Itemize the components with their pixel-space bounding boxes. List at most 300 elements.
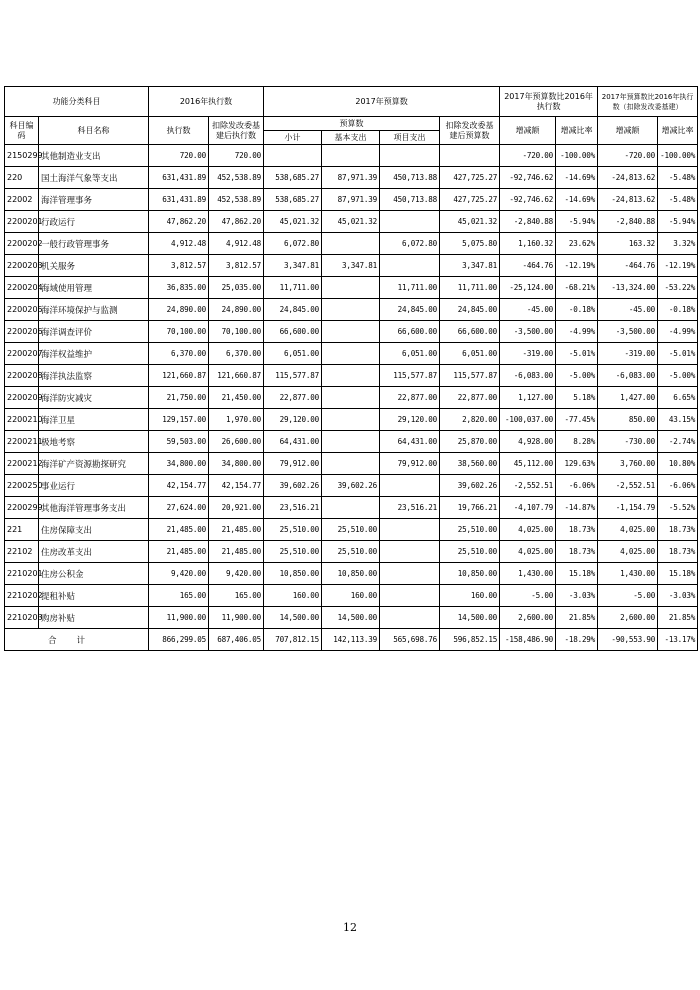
cell-code: 2200299	[5, 497, 39, 519]
table-row	[5, 255, 698, 277]
cell-name: 其他海洋管理事务支出	[39, 497, 149, 519]
cell-rate-2: 6.65%	[658, 387, 698, 409]
cell-change-2: -730.00	[598, 431, 658, 453]
cell-code: 2200204	[5, 277, 39, 299]
table-row	[5, 585, 698, 607]
cell-project: 64,431.00	[380, 431, 440, 453]
cell-code: 2210202	[5, 585, 39, 607]
header-change-rate: 增减比率	[556, 117, 598, 145]
cell-name: 极地考察	[39, 431, 149, 453]
cell-budget-adj: 5,075.80	[440, 233, 500, 255]
cell-change: 45,112.00	[500, 453, 556, 475]
cell-change: 4,025.00	[500, 519, 556, 541]
cell-exec: 3,812.57	[149, 255, 209, 277]
cell-project: 450,713.88	[380, 167, 440, 189]
cell-project	[380, 475, 440, 497]
cell-change-2: -45.00	[598, 299, 658, 321]
table-row	[5, 453, 698, 475]
cell-exec-adj: 1,970.00	[209, 409, 264, 431]
cell-name: 海洋防灾减灾	[39, 387, 149, 409]
cell-subtotal: 24,845.00	[264, 299, 322, 321]
total-exec-adj: 687,406.05	[209, 629, 264, 651]
cell-code: 2200202	[5, 233, 39, 255]
cell-project	[380, 519, 440, 541]
cell-code: 22102	[5, 541, 39, 563]
cell-budget-adj	[440, 145, 500, 167]
cell-exec: 6,370.00	[149, 343, 209, 365]
cell-code: 2210201	[5, 563, 39, 585]
cell-change-2: -2,840.88	[598, 211, 658, 233]
cell-change: -464.76	[500, 255, 556, 277]
cell-project: 6,051.00	[380, 343, 440, 365]
cell-change: -100,037.00	[500, 409, 556, 431]
cell-rate-2: 3.32%	[658, 233, 698, 255]
table-row	[5, 607, 698, 629]
cell-change-2: 1,427.00	[598, 387, 658, 409]
table-row	[5, 387, 698, 409]
cell-basic	[322, 387, 380, 409]
cell-basic	[322, 277, 380, 299]
cell-change: -92,746.62	[500, 167, 556, 189]
cell-exec: 47,862.20	[149, 211, 209, 233]
cell-exec-adj: 26,600.00	[209, 431, 264, 453]
cell-budget-adj: 115,577.87	[440, 365, 500, 387]
cell-rate-2: -12.19%	[658, 255, 698, 277]
cell-budget-adj: 66,600.00	[440, 321, 500, 343]
cell-rate-2: 10.80%	[658, 453, 698, 475]
cell-subtotal: 39,602.26	[264, 475, 322, 497]
cell-basic: 10,850.00	[322, 563, 380, 585]
cell-rate: 18.73%	[556, 541, 598, 563]
cell-exec-adj: 6,370.00	[209, 343, 264, 365]
cell-change-2: 4,025.00	[598, 541, 658, 563]
cell-budget-adj: 11,711.00	[440, 277, 500, 299]
cell-budget-adj: 427,725.27	[440, 167, 500, 189]
table-row	[5, 189, 698, 211]
cell-basic: 87,971.39	[322, 189, 380, 211]
cell-change: -2,840.88	[500, 211, 556, 233]
cell-subtotal: 11,711.00	[264, 277, 322, 299]
cell-rate: -12.19%	[556, 255, 598, 277]
cell-code: 2200212	[5, 453, 39, 475]
cell-rate: 8.28%	[556, 431, 598, 453]
cell-name: 海洋调查评价	[39, 321, 149, 343]
table-row	[5, 211, 698, 233]
cell-name: 行政运行	[39, 211, 149, 233]
cell-exec: 21,485.00	[149, 541, 209, 563]
cell-subtotal: 22,877.00	[264, 387, 322, 409]
cell-rate: -14.69%	[556, 167, 598, 189]
cell-basic	[322, 321, 380, 343]
cell-subtotal: 10,850.00	[264, 563, 322, 585]
cell-exec: 34,800.00	[149, 453, 209, 475]
cell-rate: 21.85%	[556, 607, 598, 629]
cell-budget-adj: 25,870.00	[440, 431, 500, 453]
cell-subtotal: 14,500.00	[264, 607, 322, 629]
cell-project: 66,600.00	[380, 321, 440, 343]
cell-project	[380, 607, 440, 629]
cell-rate: -6.06%	[556, 475, 598, 497]
cell-exec-adj: 21,485.00	[209, 519, 264, 541]
cell-change-2: -1,154.79	[598, 497, 658, 519]
cell-change-2: -2,552.51	[598, 475, 658, 497]
cell-change-2: -319.00	[598, 343, 658, 365]
total-project: 565,698.76	[380, 629, 440, 651]
total-rate-2: -13.17%	[658, 629, 698, 651]
cell-exec-adj: 21,450.00	[209, 387, 264, 409]
cell-change: 2,600.00	[500, 607, 556, 629]
cell-project: 11,711.00	[380, 277, 440, 299]
cell-exec-adj: 121,660.87	[209, 365, 264, 387]
cell-change: -4,107.79	[500, 497, 556, 519]
cell-rate: -14.87%	[556, 497, 598, 519]
cell-code: 2200205	[5, 299, 39, 321]
cell-subtotal: 115,577.87	[264, 365, 322, 387]
cell-change-2: 3,760.00	[598, 453, 658, 475]
cell-code: 2200206	[5, 321, 39, 343]
cell-exec: 21,485.00	[149, 519, 209, 541]
cell-rate-2: -5.01%	[658, 343, 698, 365]
cell-rate-2: -5.52%	[658, 497, 698, 519]
cell-exec: 21,750.00	[149, 387, 209, 409]
cell-project	[380, 211, 440, 233]
cell-rate-2: -5.48%	[658, 189, 698, 211]
cell-name: 海洋卫星	[39, 409, 149, 431]
cell-budget-adj: 10,850.00	[440, 563, 500, 585]
cell-exec-adj: 720.00	[209, 145, 264, 167]
cell-basic: 87,971.39	[322, 167, 380, 189]
cell-code: 2200203	[5, 255, 39, 277]
total-subtotal: 707,812.15	[264, 629, 322, 651]
cell-name: 一般行政管理事务	[39, 233, 149, 255]
cell-exec: 42,154.77	[149, 475, 209, 497]
table-row	[5, 299, 698, 321]
cell-budget-adj: 38,560.00	[440, 453, 500, 475]
cell-project: 115,577.87	[380, 365, 440, 387]
cell-change-2: -13,324.00	[598, 277, 658, 299]
cell-rate-2: -5.94%	[658, 211, 698, 233]
cell-code: 22002	[5, 189, 39, 211]
header-row-2	[5, 117, 698, 131]
cell-exec: 121,660.87	[149, 365, 209, 387]
cell-name: 机关服务	[39, 255, 149, 277]
cell-project: 23,516.21	[380, 497, 440, 519]
table-row	[5, 409, 698, 431]
cell-budget-adj: 2,820.00	[440, 409, 500, 431]
cell-exec-adj: 34,800.00	[209, 453, 264, 475]
cell-rate: -4.99%	[556, 321, 598, 343]
cell-exec-adj: 70,100.00	[209, 321, 264, 343]
header-change-amt-2: 增减额	[598, 117, 658, 145]
cell-exec-adj: 9,420.00	[209, 563, 264, 585]
table-row	[5, 277, 698, 299]
cell-rate-2: -5.48%	[658, 167, 698, 189]
cell-code: 220	[5, 167, 39, 189]
table-row	[5, 541, 698, 563]
cell-budget-adj: 14,500.00	[440, 607, 500, 629]
cell-rate: -5.94%	[556, 211, 598, 233]
cell-exec-adj: 4,912.48	[209, 233, 264, 255]
cell-subtotal: 64,431.00	[264, 431, 322, 453]
cell-name: 事业运行	[39, 475, 149, 497]
cell-exec-adj: 20,921.00	[209, 497, 264, 519]
cell-change: -3,500.00	[500, 321, 556, 343]
cell-rate: 129.63%	[556, 453, 598, 475]
cell-change: 4,025.00	[500, 541, 556, 563]
cell-exec-adj: 42,154.77	[209, 475, 264, 497]
cell-rate: 15.18%	[556, 563, 598, 585]
cell-exec: 129,157.00	[149, 409, 209, 431]
cell-change: -45.00	[500, 299, 556, 321]
cell-name: 海域使用管理	[39, 277, 149, 299]
cell-project	[380, 541, 440, 563]
cell-code: 2200208	[5, 365, 39, 387]
cell-change-2: 4,025.00	[598, 519, 658, 541]
cell-exec: 36,835.00	[149, 277, 209, 299]
header-basic-exp: 基本支出	[322, 131, 380, 145]
total-exec: 866,299.05	[149, 629, 209, 651]
cell-subtotal: 23,516.21	[264, 497, 322, 519]
cell-change: -25,124.00	[500, 277, 556, 299]
cell-subtotal	[264, 145, 322, 167]
cell-budget-adj: 22,877.00	[440, 387, 500, 409]
cell-budget-adj: 25,510.00	[440, 519, 500, 541]
budget-table	[4, 86, 698, 651]
cell-project: 6,072.80	[380, 233, 440, 255]
cell-project	[380, 563, 440, 585]
total-change-2: -90,553.90	[598, 629, 658, 651]
cell-change-2: 2,600.00	[598, 607, 658, 629]
cell-basic	[322, 233, 380, 255]
cell-name: 国土海洋气象等支出	[39, 167, 149, 189]
cell-exec: 9,420.00	[149, 563, 209, 585]
table-row	[5, 431, 698, 453]
cell-budget-adj: 45,021.32	[440, 211, 500, 233]
table-row	[5, 233, 698, 255]
header-change-amt: 增减额	[500, 117, 556, 145]
cell-budget-adj: 24,845.00	[440, 299, 500, 321]
cell-subtotal: 25,510.00	[264, 519, 322, 541]
cell-change-2: 163.32	[598, 233, 658, 255]
cell-change-2: -24,813.62	[598, 167, 658, 189]
total-label: 合计	[5, 629, 149, 651]
cell-budget-adj: 19,766.21	[440, 497, 500, 519]
cell-subtotal: 25,510.00	[264, 541, 322, 563]
cell-change-2: -5.00	[598, 585, 658, 607]
cell-code: 2200210	[5, 409, 39, 431]
cell-project: 450,713.88	[380, 189, 440, 211]
cell-change: -319.00	[500, 343, 556, 365]
cell-budget-adj: 427,725.27	[440, 189, 500, 211]
cell-basic	[322, 299, 380, 321]
cell-subtotal: 6,072.80	[264, 233, 322, 255]
cell-project: 22,877.00	[380, 387, 440, 409]
cell-code: 221	[5, 519, 39, 541]
header-row-1	[5, 87, 698, 117]
cell-rate: -3.03%	[556, 585, 598, 607]
cell-change: -6,083.00	[500, 365, 556, 387]
cell-exec: 165.00	[149, 585, 209, 607]
header-exec-adj: 扣除发改委基建后执行数	[209, 117, 264, 145]
cell-name: 海洋矿产资源勘探研究	[39, 453, 149, 475]
cell-rate-2: 18.73%	[658, 541, 698, 563]
cell-rate: -68.21%	[556, 277, 598, 299]
cell-code: 2210203	[5, 607, 39, 629]
header-cmp-2016: 2017年预算数比2016年执行数	[500, 87, 598, 117]
cell-exec: 70,100.00	[149, 321, 209, 343]
table-row	[5, 145, 698, 167]
cell-exec-adj: 452,538.89	[209, 167, 264, 189]
cell-subtotal: 66,600.00	[264, 321, 322, 343]
cell-exec-adj: 452,538.89	[209, 189, 264, 211]
cell-name: 海洋管理事务	[39, 189, 149, 211]
cell-project	[380, 145, 440, 167]
total-rate: -18.29%	[556, 629, 598, 651]
table-row	[5, 563, 698, 585]
cell-basic	[322, 409, 380, 431]
cell-basic	[322, 497, 380, 519]
cell-rate-2: -53.22%	[658, 277, 698, 299]
cell-project	[380, 585, 440, 607]
cell-project	[380, 255, 440, 277]
cell-rate: -5.01%	[556, 343, 598, 365]
table-row	[5, 497, 698, 519]
header-func-category: 功能分类科目	[5, 87, 149, 117]
total-change: -158,486.90	[500, 629, 556, 651]
cell-name: 住房改革支出	[39, 541, 149, 563]
page-number: 12	[343, 921, 357, 934]
cell-rate: -100.00%	[556, 145, 598, 167]
cell-basic: 39,602.26	[322, 475, 380, 497]
cell-subtotal: 160.00	[264, 585, 322, 607]
table-row	[5, 365, 698, 387]
cell-exec: 11,900.00	[149, 607, 209, 629]
cell-rate-2: -100.00%	[658, 145, 698, 167]
cell-name: 海洋环境保护与监测	[39, 299, 149, 321]
cell-subtotal: 29,120.00	[264, 409, 322, 431]
header-budget-adj: 扣除发改委基建后预算数	[440, 117, 500, 145]
cell-change: 4,928.00	[500, 431, 556, 453]
cell-code: 2200211	[5, 431, 39, 453]
cell-rate-2: -4.99%	[658, 321, 698, 343]
cell-rate: 5.18%	[556, 387, 598, 409]
cell-exec: 27,624.00	[149, 497, 209, 519]
cell-rate-2: -0.18%	[658, 299, 698, 321]
cell-change-2: -6,083.00	[598, 365, 658, 387]
cell-change: 1,430.00	[500, 563, 556, 585]
cell-change-2: 1,430.00	[598, 563, 658, 585]
cell-name: 其他制造业支出	[39, 145, 149, 167]
cell-exec-adj: 25,035.00	[209, 277, 264, 299]
total-basic: 142,113.39	[322, 629, 380, 651]
cell-rate-2: 21.85%	[658, 607, 698, 629]
cell-subtotal: 3,347.81	[264, 255, 322, 277]
cell-name: 提租补贴	[39, 585, 149, 607]
cell-basic: 160.00	[322, 585, 380, 607]
cell-budget-adj: 160.00	[440, 585, 500, 607]
cell-rate: -0.18%	[556, 299, 598, 321]
cell-subtotal: 45,021.32	[264, 211, 322, 233]
cell-project: 79,912.00	[380, 453, 440, 475]
cell-change: -720.00	[500, 145, 556, 167]
cell-rate-2: -5.00%	[658, 365, 698, 387]
cell-budget-adj: 25,510.00	[440, 541, 500, 563]
cell-name: 住房公积金	[39, 563, 149, 585]
cell-exec-adj: 21,485.00	[209, 541, 264, 563]
cell-code: 2200201	[5, 211, 39, 233]
table-body	[5, 145, 698, 629]
cell-exec-adj: 165.00	[209, 585, 264, 607]
cell-rate: -77.45%	[556, 409, 598, 431]
cell-name: 海洋权益维护	[39, 343, 149, 365]
cell-budget-adj: 6,051.00	[440, 343, 500, 365]
cell-rate: -5.00%	[556, 365, 598, 387]
cell-basic	[322, 431, 380, 453]
cell-change: -5.00	[500, 585, 556, 607]
header-subtotal: 小计	[264, 131, 322, 145]
cell-basic	[322, 365, 380, 387]
cell-subtotal: 538,685.27	[264, 189, 322, 211]
cell-change-2: -3,500.00	[598, 321, 658, 343]
cell-basic: 45,021.32	[322, 211, 380, 233]
cell-rate-2: 18.73%	[658, 519, 698, 541]
header-project-exp: 项目支出	[380, 131, 440, 145]
cell-code: 2200250	[5, 475, 39, 497]
cell-exec: 59,503.00	[149, 431, 209, 453]
cell-name: 住房保障支出	[39, 519, 149, 541]
cell-change: -92,746.62	[500, 189, 556, 211]
cell-rate-2: 15.18%	[658, 563, 698, 585]
cell-code: 2150299	[5, 145, 39, 167]
cell-basic: 14,500.00	[322, 607, 380, 629]
cell-basic	[322, 343, 380, 365]
cell-change-2: -720.00	[598, 145, 658, 167]
cell-project: 29,120.00	[380, 409, 440, 431]
cell-rate-2: -2.74%	[658, 431, 698, 453]
cell-exec: 4,912.48	[149, 233, 209, 255]
cell-budget-adj: 39,602.26	[440, 475, 500, 497]
cell-exec: 24,890.00	[149, 299, 209, 321]
cell-change: 1,160.32	[500, 233, 556, 255]
header-exec-2016: 2016年执行数	[149, 87, 264, 117]
cell-exec-adj: 24,890.00	[209, 299, 264, 321]
cell-change: 1,127.00	[500, 387, 556, 409]
cell-subtotal: 6,051.00	[264, 343, 322, 365]
total-row	[5, 629, 698, 651]
cell-budget-adj: 3,347.81	[440, 255, 500, 277]
cell-code: 2200209	[5, 387, 39, 409]
cell-exec: 720.00	[149, 145, 209, 167]
cell-basic: 3,347.81	[322, 255, 380, 277]
cell-basic	[322, 453, 380, 475]
cell-rate-2: -6.06%	[658, 475, 698, 497]
cell-change: -2,552.51	[500, 475, 556, 497]
cell-exec: 631,431.89	[149, 189, 209, 211]
header-budget-sub: 预算数	[264, 117, 440, 131]
cell-change-2: 850.00	[598, 409, 658, 431]
header-subject-name: 科目名称	[39, 117, 149, 145]
cell-basic: 25,510.00	[322, 519, 380, 541]
cell-name: 购房补贴	[39, 607, 149, 629]
table-row	[5, 167, 698, 189]
table-row	[5, 475, 698, 497]
table-row	[5, 321, 698, 343]
cell-code: 2200207	[5, 343, 39, 365]
cell-subtotal: 538,685.27	[264, 167, 322, 189]
header-code: 科目编码	[5, 117, 39, 145]
header-exec-amount: 执行数	[149, 117, 209, 145]
cell-exec-adj: 47,862.20	[209, 211, 264, 233]
